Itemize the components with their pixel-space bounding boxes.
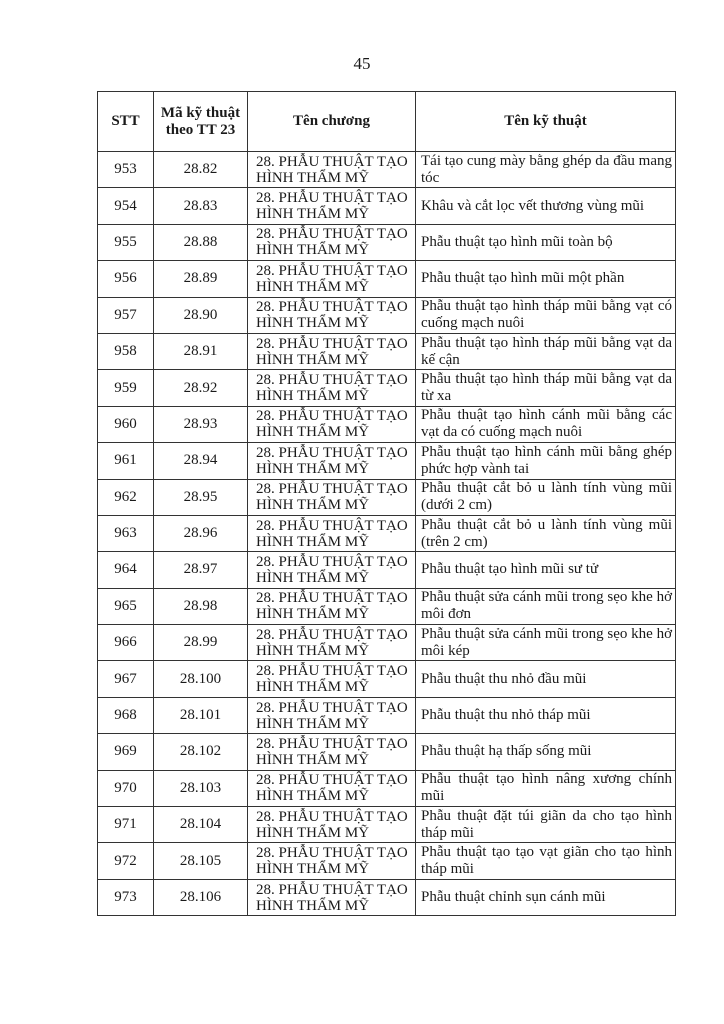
cell-stt: 959: [98, 370, 154, 406]
cell-chapter: 28. PHẪU THUẬT TẠO HÌNH THẨM MỸ: [248, 152, 416, 188]
cell-chapter: 28. PHẪU THUẬT TẠO HÌNH THẨM MỸ: [248, 188, 416, 224]
cell-code: 28.99: [154, 625, 248, 661]
table-row: [98, 588, 676, 624]
cell-stt: 970: [98, 770, 154, 806]
table-row: [98, 843, 676, 879]
cell-technique: Phẫu thuật tạo hình mũi toàn bộ: [416, 224, 676, 260]
cell-stt: 972: [98, 843, 154, 879]
cell-technique: Phẫu thuật tạo hình mũi một phần: [416, 261, 676, 297]
cell-technique: Phẫu thuật cắt bỏ u lành tính vùng mũi (dưới 2 cm): [416, 479, 676, 515]
cell-code: 28.82: [154, 152, 248, 188]
table-row: [98, 297, 676, 333]
cell-chapter: 28. PHẪU THUẬT TẠO HÌNH THẨM MỸ: [248, 843, 416, 879]
cell-chapter: 28. PHẪU THUẬT TẠO HÌNH THẨM MỸ: [248, 443, 416, 479]
table-row: [98, 224, 676, 260]
cell-code: 28.100: [154, 661, 248, 697]
cell-chapter: 28. PHẪU THUẬT TẠO HÌNH THẨM MỸ: [248, 625, 416, 661]
table-row: [98, 625, 676, 661]
header-technique: Tên kỹ thuật: [416, 92, 676, 152]
cell-technique: Phẫu thuật hạ thấp sống mũi: [416, 734, 676, 770]
cell-technique: Phẫu thuật tạo hình tháp mũi bằng vạt da từ xa: [416, 370, 676, 406]
cell-chapter: 28. PHẪU THUẬT TẠO HÌNH THẨM MỸ: [248, 370, 416, 406]
cell-stt: 958: [98, 333, 154, 369]
cell-stt: 954: [98, 188, 154, 224]
table-row: [98, 479, 676, 515]
table-row: [98, 552, 676, 588]
cell-stt: 965: [98, 588, 154, 624]
cell-code: 28.103: [154, 770, 248, 806]
table-row: [98, 515, 676, 551]
cell-code: 28.101: [154, 697, 248, 733]
technique-table: [97, 91, 676, 916]
cell-chapter: 28. PHẪU THUẬT TẠO HÌNH THẨM MỸ: [248, 697, 416, 733]
table-row: [98, 443, 676, 479]
cell-stt: 964: [98, 552, 154, 588]
cell-stt: 963: [98, 515, 154, 551]
table-row: [98, 370, 676, 406]
cell-technique: Phẫu thuật chỉnh sụn cánh mũi: [416, 879, 676, 915]
cell-technique: Phẫu thuật tạo hình nâng xương chính mũi: [416, 770, 676, 806]
table-row: [98, 697, 676, 733]
header-code: Mã kỹ thuật theo TT 23: [154, 92, 248, 152]
table-row: [98, 734, 676, 770]
cell-stt: 961: [98, 443, 154, 479]
header-stt: STT: [98, 92, 154, 152]
table-row: [98, 261, 676, 297]
table-row: [98, 188, 676, 224]
cell-technique: Phẫu thuật thu nhỏ đầu mũi: [416, 661, 676, 697]
cell-chapter: 28. PHẪU THUẬT TẠO HÌNH THẨM MỸ: [248, 224, 416, 260]
table-row: [98, 879, 676, 915]
header-row: [98, 92, 676, 152]
cell-chapter: 28. PHẪU THUẬT TẠO HÌNH THẨM MỸ: [248, 879, 416, 915]
cell-chapter: 28. PHẪU THUẬT TẠO HÌNH THẨM MỸ: [248, 588, 416, 624]
cell-technique: Phẫu thuật đặt túi giãn da cho tạo hình tháp mũi: [416, 807, 676, 843]
cell-technique: Tái tạo cung mày bằng ghép da đầu mang tóc: [416, 152, 676, 188]
cell-code: 28.94: [154, 443, 248, 479]
cell-code: 28.88: [154, 224, 248, 260]
cell-code: 28.92: [154, 370, 248, 406]
cell-stt: 953: [98, 152, 154, 188]
table-row: [98, 333, 676, 369]
cell-code: 28.97: [154, 552, 248, 588]
cell-chapter: 28. PHẪU THUẬT TẠO HÌNH THẨM MỸ: [248, 333, 416, 369]
cell-code: 28.89: [154, 261, 248, 297]
table-header: [98, 92, 676, 152]
cell-technique: Phẫu thuật tạo hình tháp mũi bằng vạt da kế cận: [416, 333, 676, 369]
table-row: [98, 152, 676, 188]
table-row: [98, 406, 676, 442]
cell-chapter: 28. PHẪU THUẬT TẠO HÌNH THẨM MỸ: [248, 261, 416, 297]
cell-chapter: 28. PHẪU THUẬT TẠO HÌNH THẨM MỸ: [248, 770, 416, 806]
cell-chapter: 28. PHẪU THUẬT TẠO HÌNH THẨM MỸ: [248, 661, 416, 697]
table-row: [98, 661, 676, 697]
cell-chapter: 28. PHẪU THUẬT TẠO HÌNH THẨM MỸ: [248, 297, 416, 333]
table-body: [98, 152, 676, 916]
cell-chapter: 28. PHẪU THUẬT TẠO HÌNH THẨM MỸ: [248, 552, 416, 588]
cell-stt: 967: [98, 661, 154, 697]
cell-code: 28.90: [154, 297, 248, 333]
cell-stt: 957: [98, 297, 154, 333]
cell-stt: 960: [98, 406, 154, 442]
table-row: [98, 807, 676, 843]
cell-stt: 971: [98, 807, 154, 843]
cell-code: 28.104: [154, 807, 248, 843]
cell-stt: 969: [98, 734, 154, 770]
header-chapter: Tên chương: [248, 92, 416, 152]
cell-code: 28.83: [154, 188, 248, 224]
cell-code: 28.102: [154, 734, 248, 770]
cell-stt: 962: [98, 479, 154, 515]
cell-technique: Phẫu thuật thu nhỏ tháp mũi: [416, 697, 676, 733]
cell-code: 28.106: [154, 879, 248, 915]
cell-stt: 966: [98, 625, 154, 661]
page-number: 45: [353, 54, 371, 73]
cell-technique: Phẫu thuật sửa cánh mũi trong sẹo khe hở môi đơn: [416, 588, 676, 624]
cell-stt: 973: [98, 879, 154, 915]
cell-technique: Phẫu thuật tạo hình tháp mũi bằng vạt có cuống mạch nuôi: [416, 297, 676, 333]
cell-code: 28.93: [154, 406, 248, 442]
cell-technique: Phẫu thuật tạo hình cánh mũi bằng ghép phức hợp vành tai: [416, 443, 676, 479]
cell-stt: 955: [98, 224, 154, 260]
cell-technique: Phẫu thuật cắt bỏ u lành tính vùng mũi (trên 2 cm): [416, 515, 676, 551]
cell-code: 28.91: [154, 333, 248, 369]
cell-stt: 968: [98, 697, 154, 733]
cell-technique: Khâu và cắt lọc vết thương vùng mũi: [416, 188, 676, 224]
cell-chapter: 28. PHẪU THUẬT TẠO HÌNH THẨM MỸ: [248, 734, 416, 770]
cell-code: 28.105: [154, 843, 248, 879]
cell-technique: Phẫu thuật sửa cánh mũi trong sẹo khe hở môi kép: [416, 625, 676, 661]
cell-code: 28.96: [154, 515, 248, 551]
table-row: [98, 770, 676, 806]
cell-chapter: 28. PHẪU THUẬT TẠO HÌNH THẨM MỸ: [248, 807, 416, 843]
cell-technique: Phẫu thuật tạo hình mũi sư tử: [416, 552, 676, 588]
cell-technique: Phẫu thuật tạo hình cánh mũi bằng các vạt da có cuống mạch nuôi: [416, 406, 676, 442]
cell-technique: Phẫu thuật tạo tạo vạt giãn cho tạo hình tháp mũi: [416, 843, 676, 879]
cell-chapter: 28. PHẪU THUẬT TẠO HÌNH THẨM MỸ: [248, 406, 416, 442]
cell-chapter: 28. PHẪU THUẬT TẠO HÌNH THẨM MỸ: [248, 515, 416, 551]
cell-code: 28.95: [154, 479, 248, 515]
cell-code: 28.98: [154, 588, 248, 624]
cell-stt: 956: [98, 261, 154, 297]
cell-chapter: 28. PHẪU THUẬT TẠO HÌNH THẨM MỸ: [248, 479, 416, 515]
